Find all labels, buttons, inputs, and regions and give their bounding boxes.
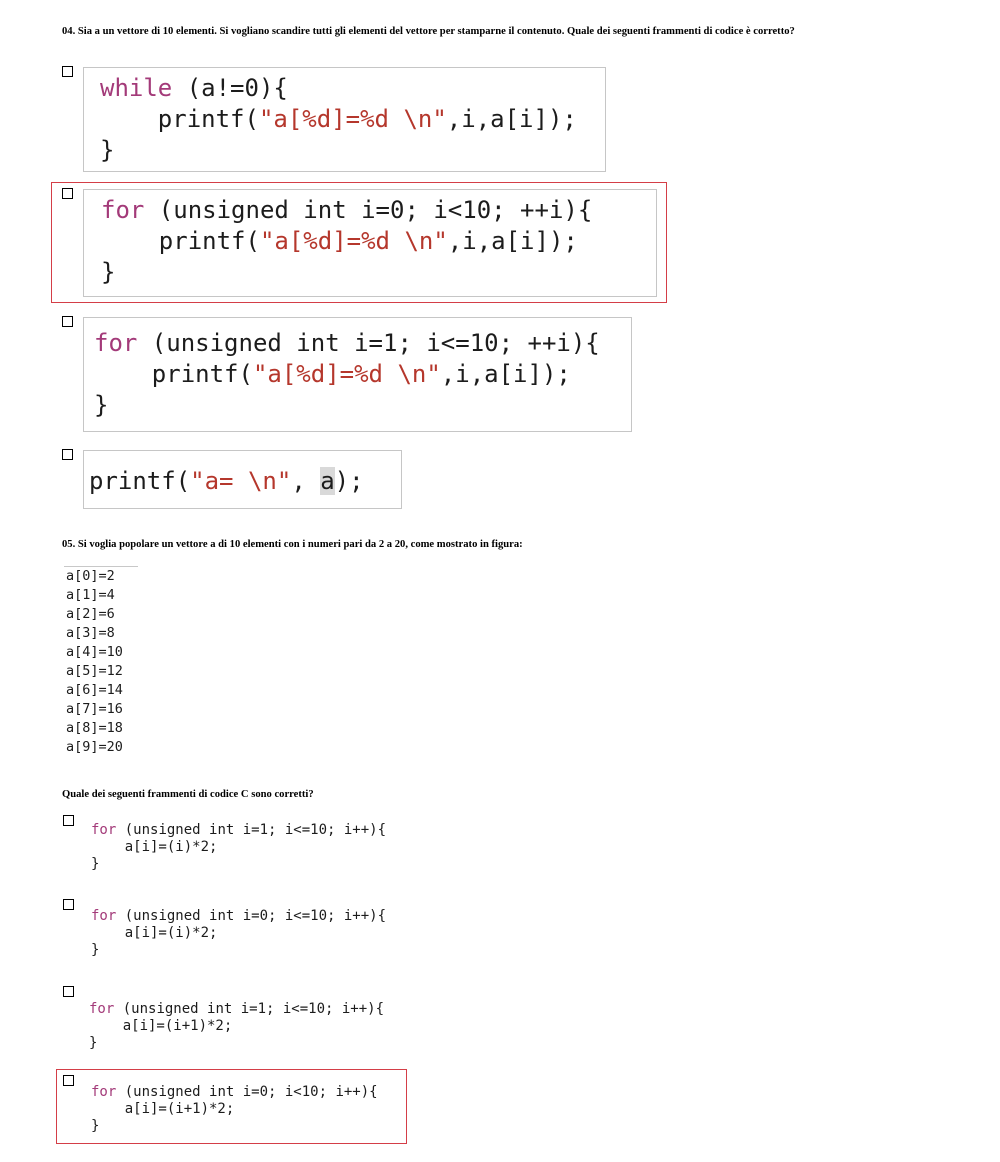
option-checkbox[interactable] (62, 316, 73, 327)
code-option-c: for (unsigned int i=1; i<=10; i++){ a[i]=(i+1)*2; } (89, 1001, 385, 1051)
question-05-prompt: Quale dei seguenti frammenti di codice C sono corretti? (62, 789, 314, 800)
option-checkbox[interactable] (63, 1075, 74, 1086)
option-checkbox[interactable] (63, 815, 74, 826)
option-checkbox[interactable] (62, 66, 73, 77)
code-option-for-0-lt-10: for (unsigned int i=0; i<10; ++i){ printf("a[%d]=%d \n",i,a[i]); } (83, 189, 657, 297)
expected-output: a[0]=2 a[1]=4 a[2]=6 a[3]=8 a[4]=10 a[5]=12 a[6]=14 a[7]=16 a[8]=18 a[9]=20 (66, 567, 123, 757)
code-option-d: for (unsigned int i=0; i<10; i++){ a[i]=(i+1)*2; } (91, 1084, 378, 1134)
code-option-printf: printf("a= \n", a); (83, 450, 402, 509)
option-checkbox[interactable] (63, 986, 74, 997)
code-option-for-1-le-10: for (unsigned int i=1; i<=10; ++i){ printf("a[%d]=%d \n",i,a[i]); } (83, 317, 632, 432)
question-05-text: 05. Si voglia popolare un vettore a di 10 elementi con i numeri pari da 2 a 20, come mostrato in figura: (62, 539, 523, 550)
option-checkbox[interactable] (63, 899, 74, 910)
code-option-a: for (unsigned int i=1; i<=10; i++){ a[i]=(i)*2; } (91, 822, 387, 872)
code-option-b: for (unsigned int i=0; i<=10; i++){ a[i]=(i)*2; } (91, 908, 387, 958)
option-checkbox[interactable] (62, 188, 73, 199)
option-checkbox[interactable] (62, 449, 73, 460)
code-option-while: while (a!=0){ printf("a[%d]=%d \n",i,a[i]); } (83, 67, 606, 172)
question-04-text: 04. Sia a un vettore di 10 elementi. Si vogliano scandire tutti gli elementi del vettore per stamparne il contenuto. Quale dei seguenti frammenti di codice è corretto? (62, 26, 795, 37)
